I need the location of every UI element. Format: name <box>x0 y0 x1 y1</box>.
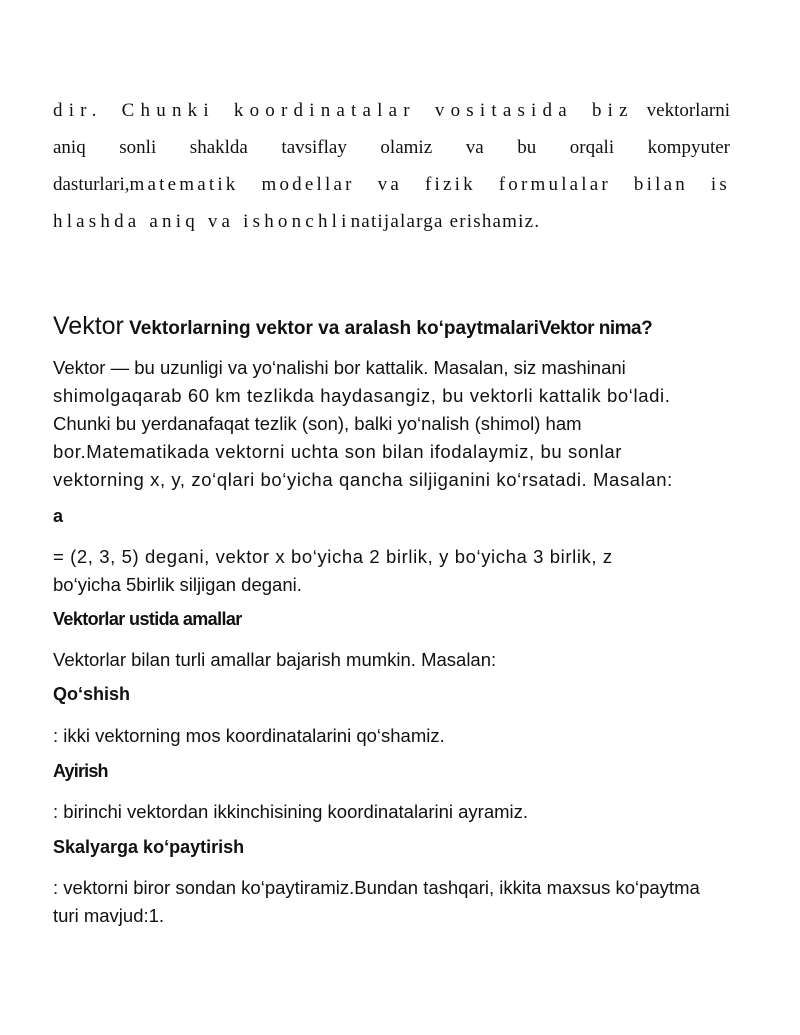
intro-line-4-spaced: hlashda aniq va ishonchli <box>53 211 351 232</box>
definition-line-5: vektorning x, y, zo‘qlari bo‘yicha qancha siljiganini ko‘rsatadi. Masalan: <box>53 469 673 490</box>
intro-line-4 <box>53 203 730 240</box>
op-addition-desc: : ikki vektorning mos koordinatalarini qo‘shamiz. <box>53 725 445 746</box>
example-line-2: bo‘yicha 5birlik siljigan degani. <box>53 574 302 595</box>
intro-line-3-spaced: matematik modellar va fizik formulalar bilan is <box>129 174 730 195</box>
intro-line-3 <box>53 166 730 203</box>
op-scalar-desc: : vektorni biror sondan ko‘paytiramiz.Bundan tashqari, ikkita maxsus ko‘paytma <box>53 877 700 898</box>
op-scalar-title: Skalyarga ko‘paytirish <box>53 837 245 857</box>
intro-line-2: aniq sonli shaklda tavsiflay olamiz va bu orqali kompyuter <box>53 137 730 158</box>
heading-question: Vektor nima? <box>538 318 653 339</box>
operations-title: Vektorlar ustida amallar <box>53 609 242 629</box>
section-heading <box>53 312 753 341</box>
operations-intro: Vektorlar bilan turli amallar bajarish mumkin. Masalan: <box>53 649 497 670</box>
intro-line-1-spaced: dir. Chunki koordinatalar vositasida biz <box>53 100 634 121</box>
intro-paragraph <box>53 92 730 240</box>
intro-line-1 <box>53 92 730 129</box>
definition-line-2: shimolgaqarab 60 km tezlikda haydasangiz, bu vektorli kattalik bo‘ladi. <box>53 385 671 406</box>
intro-line-1-tail: vektorlarni <box>646 100 730 121</box>
definition-line-4: bor.Matematikada vektorni uchta son bilan ifodalaymiz, bu sonlar <box>53 441 623 462</box>
example-paragraph <box>53 543 743 599</box>
op-scalar-last-line: turi mavjud:1. <box>53 905 165 926</box>
op-addition-title: Qo‘shish <box>53 684 131 704</box>
heading-main: Vektorlarning vektor va aralash ko‘paytmalari <box>123 318 539 339</box>
definition-line-1: Vektor — bu uzunligi va yo‘nalishi bor kattalik. Masalan, siz mashinani <box>53 357 626 378</box>
intro-line-4-tail: natijalarga erishamiz. <box>350 211 541 232</box>
heading-vektor: Vektor <box>53 312 124 340</box>
op-subtraction-desc: : birinchi vektordan ikkinchisining koordinatalarini ayramiz. <box>53 801 529 822</box>
example-line-1: = (2, 3, 5) degani, vektor x bo‘yicha 2 birlik, y bo‘yicha 3 birlik, z <box>53 546 613 567</box>
op-subtraction-title: Ayirish <box>53 761 108 781</box>
vector-label-a: a <box>53 506 64 526</box>
definition-paragraph <box>53 354 743 494</box>
op-scalar-paragraph <box>53 874 743 930</box>
intro-line-3-head: dasturlari, <box>53 174 130 195</box>
definition-line-3: Chunki bu yerdanafaqat tezlik (son), balki yo‘nalish (shimol) ham <box>53 413 582 434</box>
